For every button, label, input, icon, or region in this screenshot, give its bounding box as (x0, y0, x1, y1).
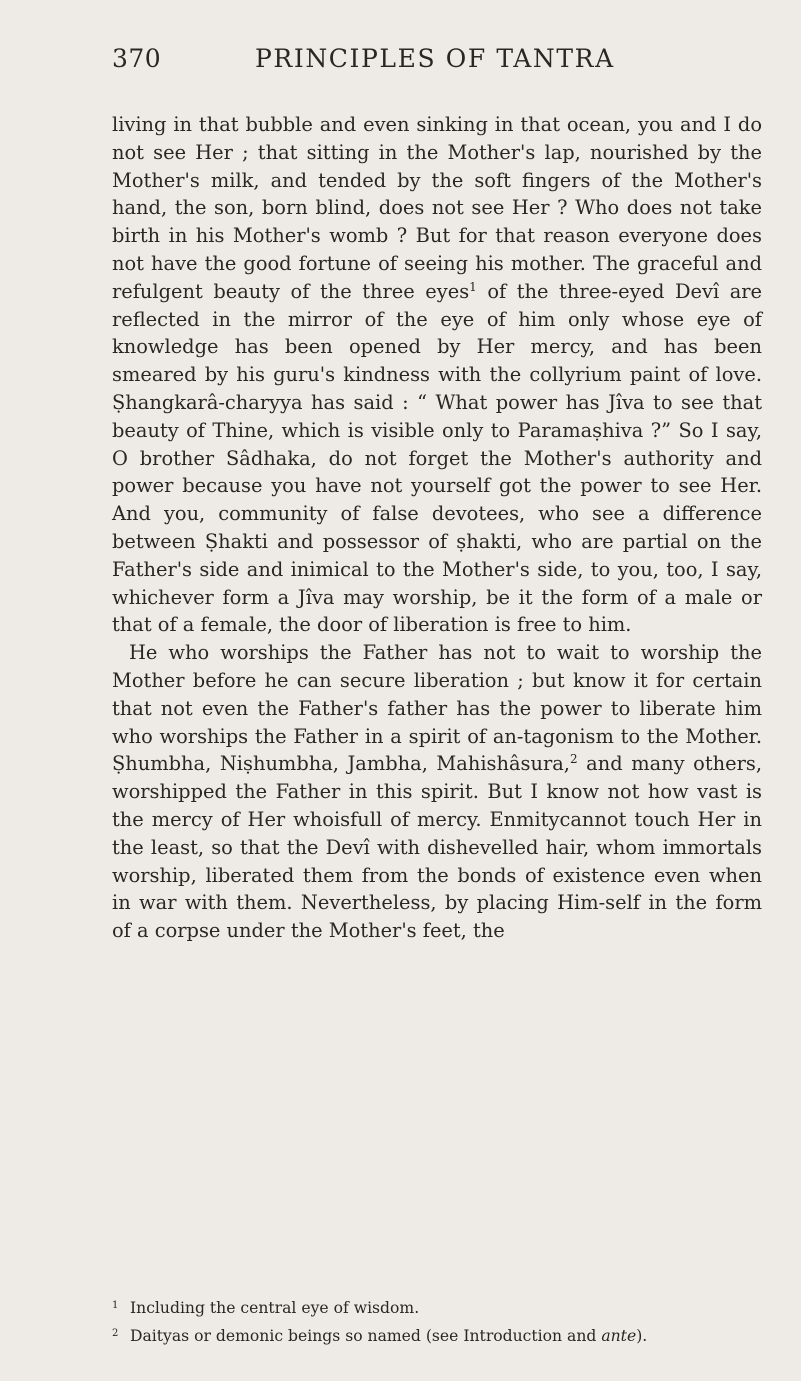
footnote-italic-word: ante (601, 1327, 637, 1345)
footnote-2 (112, 1321, 772, 1349)
footnote-ref-2: 2 (569, 752, 578, 767)
paragraph-1-text-b: of the three-eyed Devî are reflected in the mirror of the eye of him only whose eye of knowledge has been opened by Her mercy, and has been smeared by his guru's kindness with the collyrium paint of love. Ṣhangkarâ-charyya has said : “ What power has Jîva to see that beauty of Thine, which is visible only to Paramaṣhiva ?” So I say, O brother Sâdhaka, do not forget the Mother's authority and power because you have not yourself got the power to see Her. And you, community of false devotees, who see a difference between Ṣhakti and possessor of ṣhakti, who are partial on the Father's side and inimical to the Mother's side, to you, too, I say, whichever form a Jîva may worship, be it the form of a male or that of a female, the door of liberation is free to him. (112, 279, 763, 637)
page-header (112, 44, 761, 84)
paragraph-2 (112, 639, 762, 945)
footnote-text: Including the central eye of wisdom. (130, 1299, 420, 1317)
paragraph-1-text-a: living in that bubble and even sinking in that ocean, you and I do not see Her ; that sitting in the Mother's lap, nourished by the Mother's milk, and tended by the soft fingers of the Mother's hand, the son, born blind, does not see Her ? Who does not take birth in his Mother's womb ? But for that reason everyone does not have the good fortune of seeing his mother. The graceful and refulgent beauty of the three eyes (112, 113, 762, 303)
footnote-1 (112, 1293, 772, 1321)
footnotes (112, 1293, 772, 1349)
footnote-text-end: ). (636, 1327, 648, 1345)
paragraph-2-text-a: He who worships the Father has not to wait to worship the Mother before he can secure liberation ; but know it for certain that not even the Father's father has the power to liberate him who worships the Father in a spirit of an-tagonism to the Mother. Ṣhumbha, Niṣhumbha, Jambha, Mahishâsura, (112, 641, 762, 776)
running-title: PRINCIPLES OF TANTRA (255, 44, 615, 73)
page-number: 370 (112, 44, 162, 73)
body-text (112, 111, 762, 945)
paragraph-1 (112, 111, 762, 639)
footnote-text-main: Daityas or demonic beings so named (see Introduction and (130, 1327, 602, 1345)
paragraph-2-text-b: and many others, worshipped the Father in this spirit. But I know not how vast is the mercy of Her whoisfull of mercy. Enmitycannot touch Her in the least, so that the Devî with dishevelled hair, whom immortals worship, liberated them from the bonds of existence even when in war with them. Nevertheless, by placing Him-self in the form of a corpse under the Mother's feet, the (112, 752, 762, 943)
footnote-number: 1 (112, 1300, 119, 1311)
footnote-number: 2 (112, 1328, 119, 1339)
footnote-ref-1: 1 (469, 279, 477, 294)
footnote-text (130, 1327, 647, 1345)
